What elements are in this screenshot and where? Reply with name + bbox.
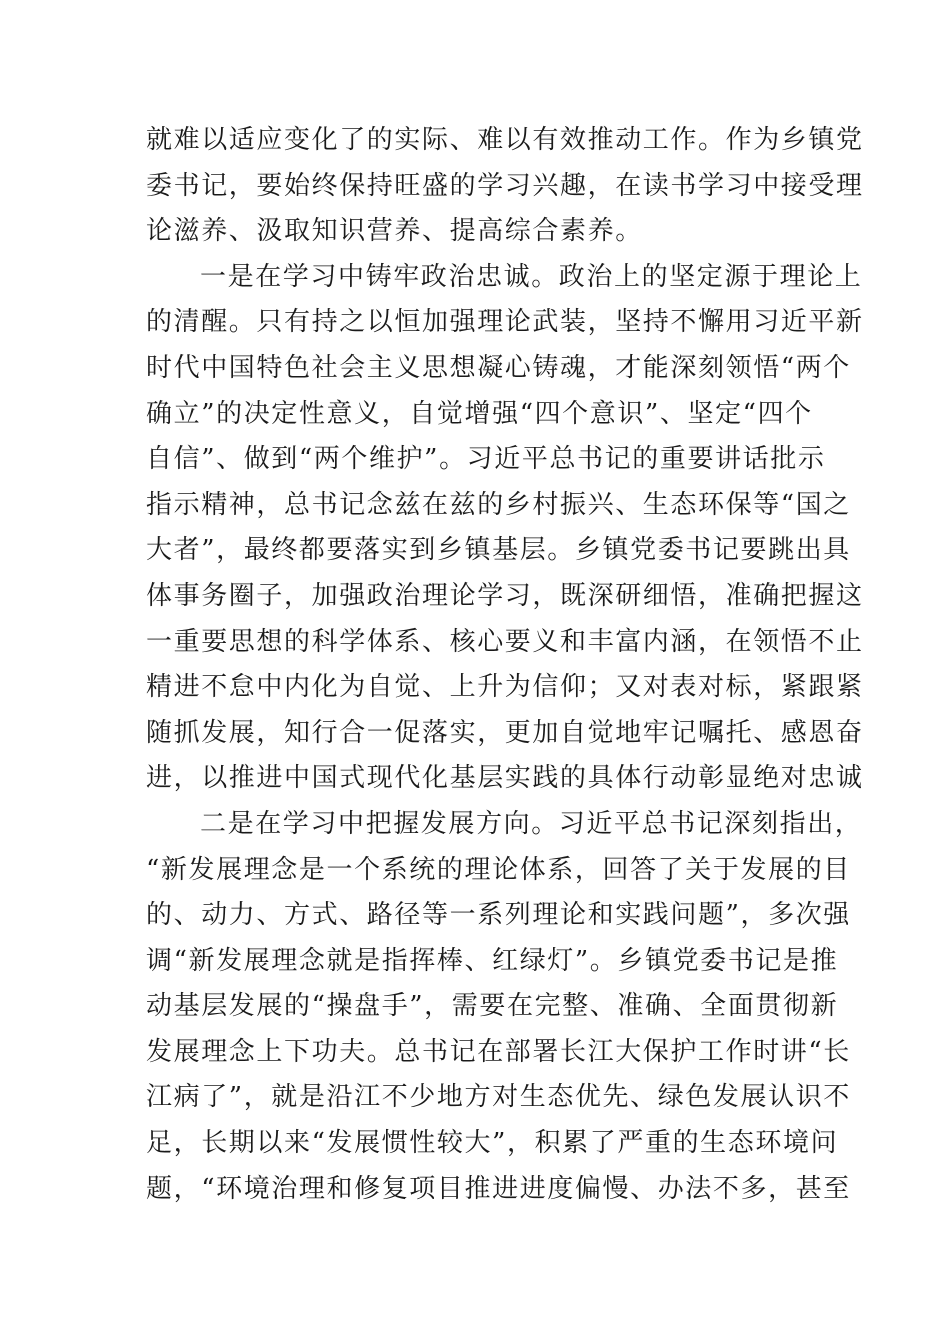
- text-line: 自信”、做到“两个维护”。习近平总书记的重要讲话批示: [146, 444, 826, 475]
- body-text: [146, 118, 864, 1212]
- text-line: 随抓发展，知行合一促落实，更加自觉地牢记嘱托、感恩奋: [146, 717, 864, 748]
- text-line: 体事务圈子，加强政治理论学习，既深研细悟，准确把握这: [146, 580, 864, 611]
- text-line: 时代中国特色社会主义思想凝心铸魂，才能深刻领悟“两个: [146, 352, 851, 383]
- text-line: 就难以适应变化了的实际、难以有效推动工作。作为乡镇党: [146, 125, 864, 155]
- text-line: 的清醒。只有持之以恒加强理论武装，坚持不懈用习近平新: [146, 307, 864, 338]
- text-line: 确立”的决定性意义，自觉增强“四个意识”、坚定“四个: [146, 398, 813, 429]
- text-line: 江病了”，就是沿江不少地方对生态优先、绿色发展认识不: [146, 1082, 851, 1113]
- text-line: “新发展理念是一个系统的理论体系，回答了关于发展的目: [146, 854, 851, 885]
- text-line: 委书记，要始终保持旺盛的学习兴趣，在读书学习中接受理: [146, 170, 864, 201]
- text-line: 大者”，最终都要落实到乡镇基层。乡镇党委书记要跳出具: [146, 535, 851, 566]
- text-line: 指示精神，总书记念兹在兹的乡村振兴、生态环保等“国之: [146, 489, 851, 520]
- paragraph-start-line: 一是在学习中铸牢政治忠诚。政治上的坚定源于理论上: [200, 261, 863, 292]
- text-line: 进，以推进中国式现代化基层实践的具体行动彰显绝对忠诚: [146, 763, 864, 794]
- text-line: 一重要思想的科学体系、核心要义和丰富内涵，在领悟不止: [146, 626, 864, 657]
- text-line: 题，“环境治理和修复项目推进进度偏慢、办法不多，甚至: [146, 1173, 851, 1204]
- text-line: 发展理念上下功夫。总书记在部署长江大保护工作时讲“长: [146, 1036, 851, 1067]
- text-line: 论滋养、汲取知识营养、提高综合素养。: [146, 216, 643, 247]
- text-line: 的、动力、方式、路径等一系列理论和实践问题”，多次强: [146, 900, 851, 931]
- text-line: 足，长期以来“发展惯性较大”，积累了严重的生态环境问: [146, 1128, 839, 1159]
- paragraph-start-line: 二是在学习中把握发展方向。习近平总书记深刻指出，: [200, 808, 863, 839]
- text-line: 调“新发展理念就是指挥棒、红绿灯”。乡镇党委书记是推: [146, 945, 839, 976]
- text-line: 精进不怠中内化为自觉、上升为信仰；又对表对标，紧跟紧: [146, 672, 864, 703]
- text-line: 动基层发展的“操盘手”，需要在完整、准确、全面贯彻新: [146, 991, 839, 1022]
